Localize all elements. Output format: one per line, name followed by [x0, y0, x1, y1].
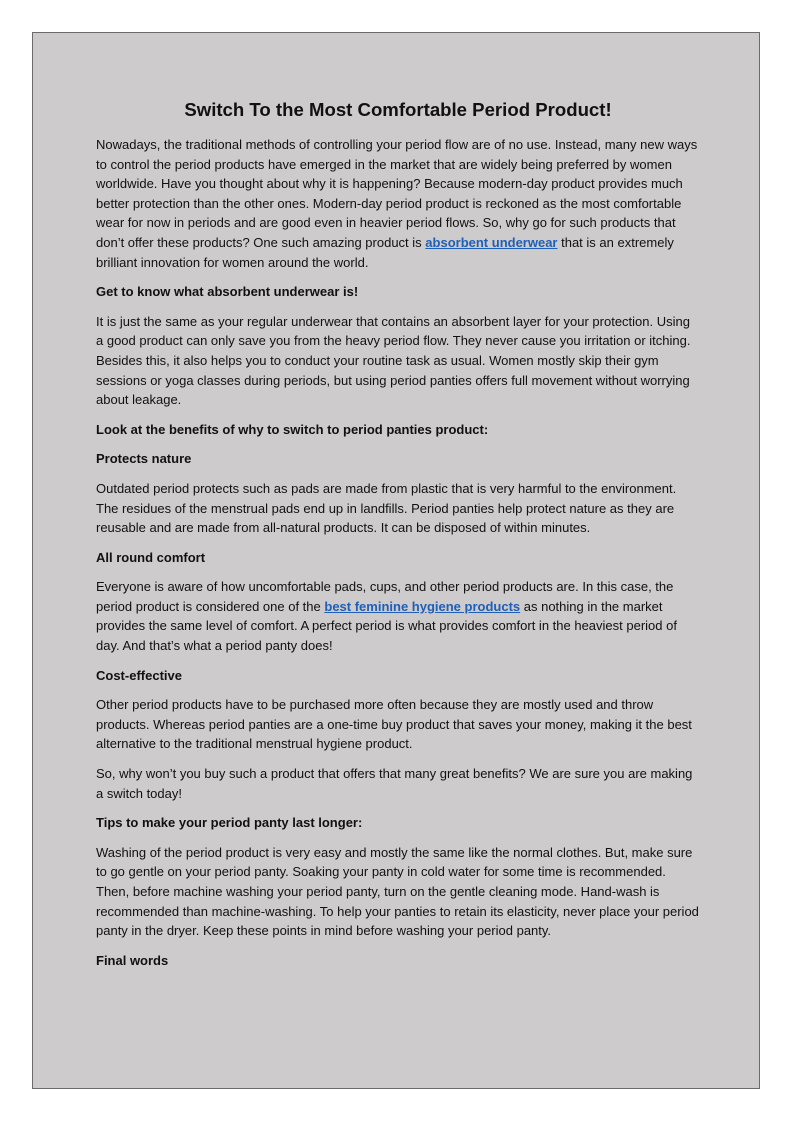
comfort-text-after-link: as nothing in the market provides the same level of comfort. A perfect period is what provides comfort in the heaviest period of day. And that’s what a period panty does! [96, 598, 677, 654]
document-page [32, 32, 760, 1089]
final-words-heading: Final words [96, 952, 169, 968]
tips-paragraph: Washing of the period product is very easy and mostly the same like the normal clothes. But, make sure to go gentle on your period panty. Soaking your panty in cold water for some time is recommended. Then, before machine washing your period panty, turn on the gentle cleaning mode. Hand-wash is recommended than machine-washing. To help your panties to retain its elasticity, never place your period panty in the dryer. Keep these points in mind before washing your period panty. [96, 844, 699, 939]
cost-paragraph: Other period products have to be purchased more often because they are mostly used and throw products. Whereas period panties are a one-time buy product that saves your money, making it the best alternative to the traditional menstrual hygiene product. [96, 697, 692, 752]
nature-heading: Protects nature [96, 451, 192, 467]
comfort-text-before-link: Everyone is aware of how uncomfortable pads, cups, and other period products are. In this case, the period product is considered one of the [96, 579, 674, 614]
cost-heading: Cost-effective [96, 667, 182, 683]
tips-heading: Tips to make your period panty last longer: [96, 815, 363, 831]
know-heading: Get to know what absorbent underwear is! [96, 284, 359, 300]
absorbent-underwear-link[interactable]: absorbent underwear [425, 234, 558, 250]
document-content [96, 97, 700, 980]
benefits-heading: Look at the benefits of why to switch to period panties product: [96, 421, 489, 437]
know-paragraph: It is just the same as your regular underwear that contains an absorbent layer for your protection. Using a good product can only save you from the heavy period flow. They never cause you irritation or itching. Besides this, it also helps you to conduct your routine task as usual. Women mostly skip their gym sessions or yoga classes during periods, but using period panties offers full movement without worrying about leakage. [96, 313, 691, 408]
best-feminine-hygiene-products-link[interactable]: best feminine hygiene products [324, 598, 521, 614]
intro-text-before-link: Nowadays, the traditional methods of controlling your period flow are of no use. Instead, many new ways to control the period products have emerged in the market that are widely being preferred by women worldwide. Have you thought about why it is happening? Because modern-day product provides much better protection than the other ones. Modern-day period product is reckoned as the most comfortable wear for now in periods and are good even in heavier period flows. So, why go for such products that don’t offer these products? One such amazing product is [96, 137, 698, 250]
nature-paragraph: Outdated period protects such as pads are made from plastic that is very harmful to the environment. The residues of the menstrual pads end up in landfills. Period panties help protect nature as they are reusable and are made from all-natural products. It can be disposed of within minutes. [96, 480, 677, 536]
cost-closing-paragraph: So, why won’t you buy such a product that offers that many great benefits? We are sure you are making a switch today! [96, 766, 693, 801]
comfort-paragraph [96, 577, 700, 655]
intro-text-after-link: that is an extremely brilliant innovation for women around the world. [96, 234, 674, 270]
intro-paragraph [96, 135, 700, 272]
page-title: Switch To the Most Comfortable Period Product! [184, 99, 612, 120]
comfort-heading: All round comfort [96, 549, 206, 565]
